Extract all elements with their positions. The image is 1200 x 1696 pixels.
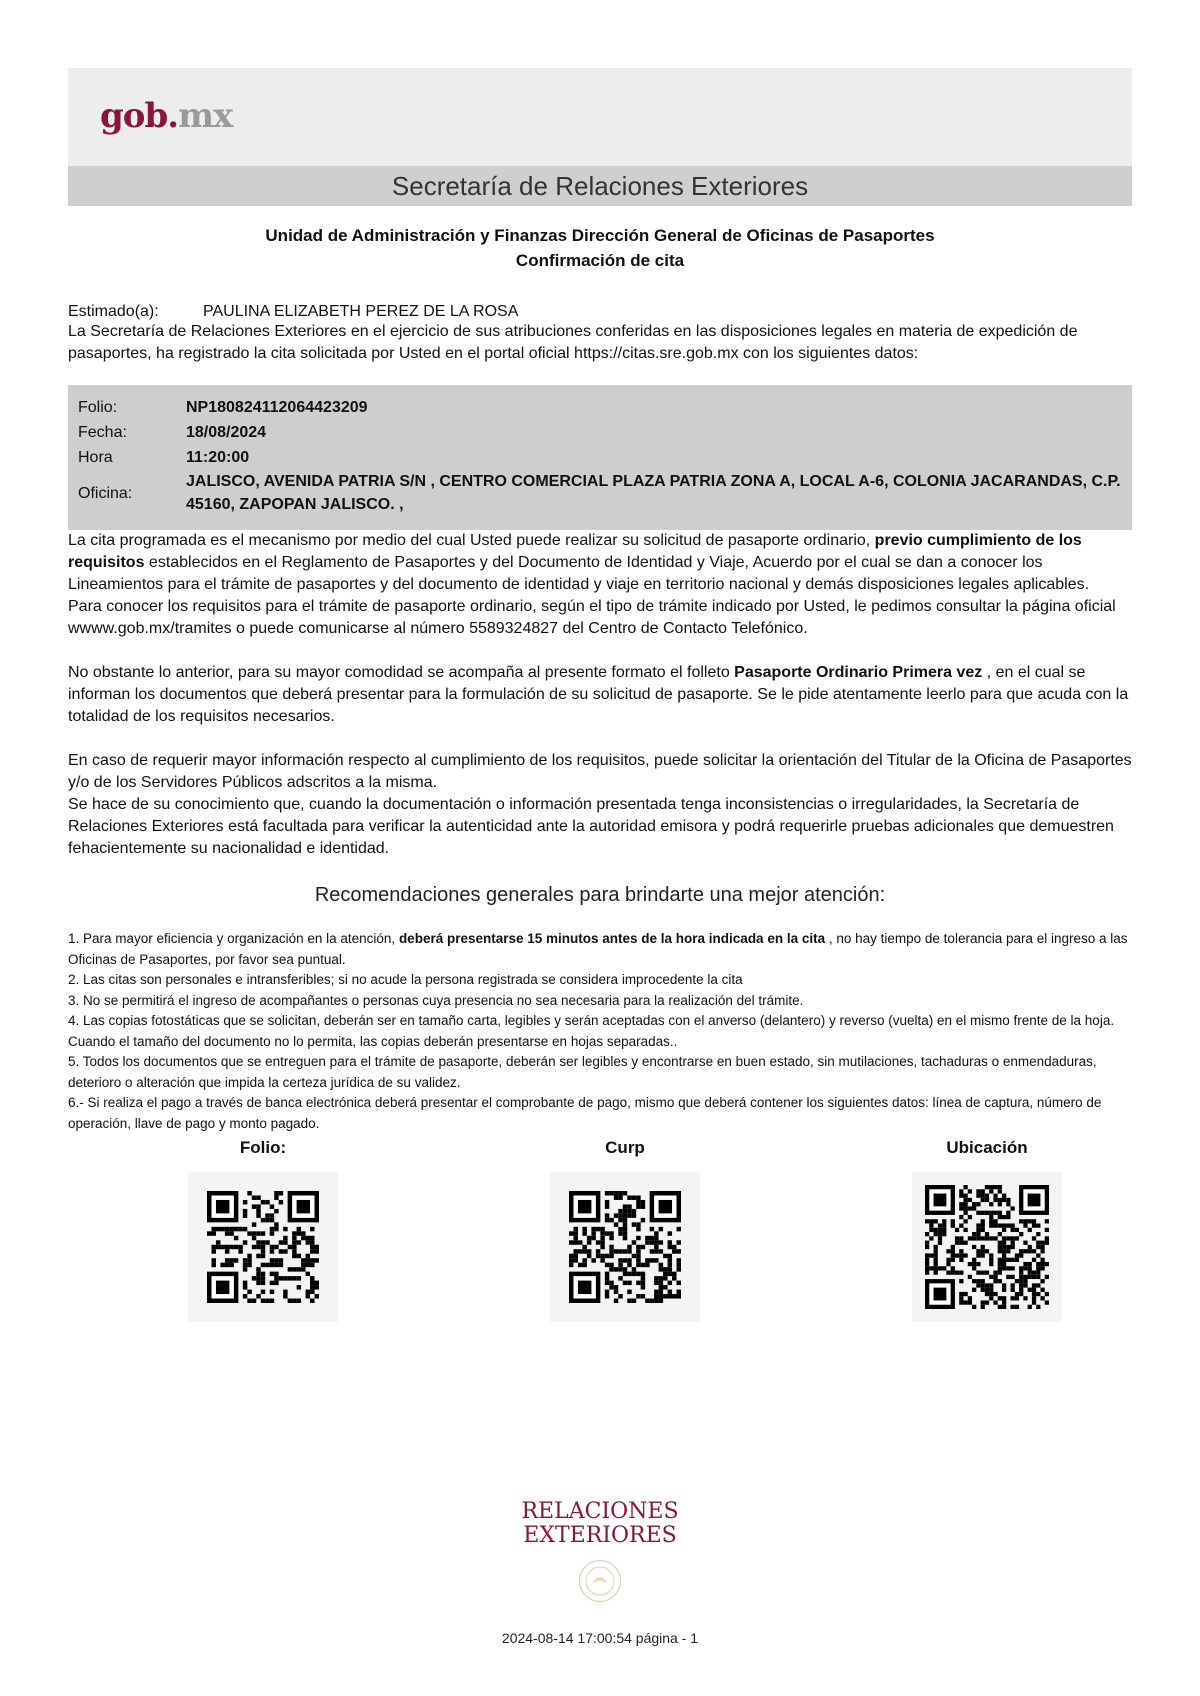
qr-folio-code <box>188 1172 338 1322</box>
oficina-row <box>78 470 1122 516</box>
paragraph-5: Se hace de su conocimiento que, cuando la documentación o información presentada tenga inconsistencias o irregularidades, la Secretaría de Relaciones Exteriores está facultada para verificar la autenticidad ante la autoridad emisora y podrá requerirle pruebas adicionales que demuestren fehacientemente su nacionalidad e identidad. <box>68 796 1114 857</box>
document-page <box>68 68 1132 1322</box>
eagle-emblem-icon <box>579 1560 621 1602</box>
p3-text-a: No obstante lo anterior, para su mayor comodidad se acompaña al presente formato el folleto <box>68 664 735 681</box>
p1-text-c: establecidos en el Reglamento de Pasaportes y del Documento de Identidad y Viaje, Acuerdo por el cual se dan a conocer los Lineamientos para el trámite de pasaportes y del documento de identidad y viaje en territorio nacional y demás disposiciones legales aplicables. <box>68 554 1090 593</box>
hora-value: 11:20:00 <box>186 449 250 466</box>
fecha-label: Fecha: <box>78 424 127 441</box>
oficina-label: Oficina: <box>78 484 133 502</box>
hora-row <box>78 445 1122 470</box>
brand-line-1: RELACIONES <box>521 1499 679 1524</box>
qr-codes-row <box>68 1138 1132 1322</box>
folio-value: NP180824112064423209 <box>186 399 368 416</box>
oficina-value: JALISCO, AVENIDA PATRIA S/N , CENTRO COMERCIAL PLAZA PATRIA ZONA A, LOCAL A-6, COLONIA JACARANDAS, C.P. 45160, ZAPOPAN JALISCO. , <box>186 473 1121 513</box>
recommendation-item: 1. Para mayor eficiencia y organización en la atención, deberá presentarse 15 minutos antes de la hora indicada en la cita , no hay tiempo de tolerancia para el ingreso a las Oficinas de Pasaportes, por favor sea puntual. <box>68 931 1128 967</box>
qr-ubicacion-label: Ubicación <box>946 1138 1028 1157</box>
paragraph-4: En caso de requerir mayor información respecto al cumplimiento de los requisitos, puede solicitar la orientación del Titular de la Oficina de Pasaportes y/o de los Servidores Públicos adscritos a la misma. <box>68 752 1132 791</box>
addressee-name: PAULINA ELIZABETH PEREZ DE LA ROSA <box>203 303 519 320</box>
qr-ubicacion <box>902 1138 1072 1322</box>
brand-line-2: EXTERIORES <box>523 1523 677 1548</box>
qr-ubicacion-code <box>912 1172 1062 1322</box>
header-box <box>68 68 1132 166</box>
recommendation-item: 6.- Si realiza el pago a través de banca electrónica deberá presentar el comprobante de pago, mismo que deberá contener los siguientes datos: línea de captura, número de operación, llave de pago y monto pagado. <box>68 1095 1102 1131</box>
unit-name: Unidad de Administración y Finanzas Dirección General de Oficinas de Pasaportes <box>265 226 935 245</box>
folio-row <box>78 395 1122 420</box>
p1-text-a: La cita programada es el mecanismo por medio del cual Usted puede realizar su solicitud de pasaporte ordinario, <box>68 532 875 549</box>
appointment-box <box>68 385 1132 530</box>
fecha-value: 18/08/2024 <box>186 424 267 441</box>
recommendation-item: 5. Todos los documentos que se entreguen para el trámite de pasaporte, deberán ser legibles y encontrarse en buen estado, sin mutilaciones, tachaduras o enmendaduras, deterioro o alteración que impida la certeza jurídica de su validez. <box>68 1054 1097 1090</box>
recommendation-item: 4. Las copias fotostáticas que se solicitan, deberán ser en tamaño carta, legibles y serán aceptadas con el anverso (delantero) y reverso (vuelta) en el mismo frente de la hoja. Cuando el tamaño del documento no lo permita, las copias deberán presentarse en hojas separadas.. <box>68 1013 1115 1049</box>
qr-folio-label: Folio: <box>239 1138 287 1157</box>
hora-label: Hora <box>78 449 113 466</box>
recommendations-list <box>68 929 1132 1134</box>
qr-curp-code <box>550 1172 700 1322</box>
addressee-label: Estimado(a): <box>68 303 159 320</box>
p3-bold: Pasaporte Ordinario Primera vez <box>734 664 983 681</box>
fecha-row <box>78 420 1122 445</box>
relaciones-exteriores-logo <box>0 1500 1200 1602</box>
paragraph-3 <box>68 662 1132 728</box>
paragraph-2: Para conocer los requisitos para el trámite de pasaporte ordinario, según el tipo de trámite indicado por Usted, le pedimos consultar la página oficial wwww.gob.mx/tramites o puede comunicarse al número 5589324827 del Centro de Contacto Telefónico. <box>68 598 1116 637</box>
intro-paragraph: La Secretaría de Relaciones Exteriores en el ejercicio de sus atribuciones conferidas en las disposiciones legales en materia de expedición de pasaportes, ha registrado la cita solicitada por Usted en el portal oficial https://citas.sre.gob.mx con los siguientes datos: <box>68 323 1078 362</box>
secretaria-title: Secretaría de Relaciones Exteriores <box>68 166 1132 206</box>
p3-text-c: , en el cual se informan los documentos que deberá presentar para la formulación de su solicitud de pasaporte. Se le pide atentamente leerlo para que acuda con la totalidad de los requisitos necesarios. <box>68 664 1129 725</box>
p1-bold: previo cumplimiento de los requisitos <box>68 532 1082 571</box>
footer-date: 2024-08-14 17:00:54 página - 1 <box>501 1630 699 1646</box>
recommendation-item: 3. No se permitirá el ingreso de acompañantes o personas cuya presencia no sea necesaria para la realización del trámite. <box>68 992 804 1008</box>
qr-folio <box>178 1138 348 1322</box>
folio-label: Folio: <box>78 399 118 416</box>
qr-curp-label: Curp <box>605 1138 645 1157</box>
qr-curp <box>540 1138 710 1322</box>
unit-title <box>68 223 1132 273</box>
recommendation-item: 2. Las citas son personales e intransferibles; si no acude la persona registrada se considera improcedente la cita <box>68 972 743 987</box>
addressee <box>68 303 1132 321</box>
document-subtitle: Confirmación de cita <box>515 251 685 270</box>
gob-mx-logo: gob.mx <box>100 96 233 136</box>
paragraph-1 <box>68 530 1132 596</box>
recommendations-title: Recomendaciones generales para brindarte una mejor atención: <box>314 884 886 906</box>
